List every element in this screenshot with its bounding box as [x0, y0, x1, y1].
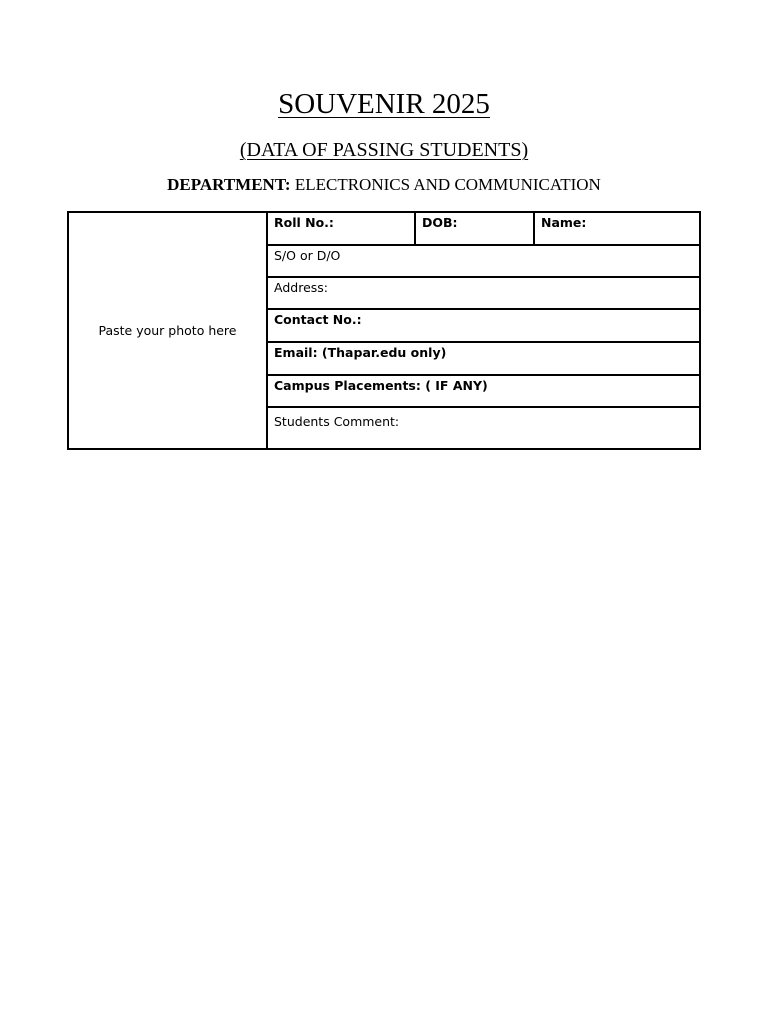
roll-no-label: Roll No.: — [274, 215, 334, 230]
campus-placements-label: Campus Placements: ( IF ANY) — [274, 378, 488, 393]
name-field[interactable] — [533, 213, 699, 244]
photo-box[interactable] — [69, 213, 268, 448]
student-data-form — [67, 211, 701, 450]
students-comment-label: Students Comment: — [274, 414, 400, 429]
address-field[interactable] — [268, 278, 699, 310]
contact-field[interactable] — [268, 310, 699, 343]
page-subtitle — [0, 137, 768, 163]
page-title-text: SOUVENIR 2025 — [278, 88, 490, 120]
roll-no-field[interactable] — [268, 213, 414, 244]
campus-placements-cell — [268, 376, 699, 406]
dob-field[interactable] — [414, 213, 533, 244]
email-cell — [268, 343, 699, 374]
department-value: ELECTRONICS AND COMMUNICATION — [294, 175, 601, 194]
address-cell — [268, 278, 699, 308]
parent-field[interactable] — [268, 246, 699, 278]
name-label: Name: — [541, 215, 587, 230]
photo-placeholder-text: Paste your photo here — [98, 323, 237, 338]
contact-label: Contact No.: — [274, 312, 362, 327]
page-subtitle-text: (DATA OF PASSING STUDENTS) — [239, 139, 529, 161]
email-label: Email: (Thapar.edu only) — [274, 345, 447, 360]
department-label: DEPARTMENT: — [167, 175, 291, 194]
email-field[interactable] — [268, 343, 699, 376]
page-title — [0, 86, 768, 122]
row-roll-dob-name — [268, 213, 699, 246]
dob-label: DOB: — [422, 215, 458, 230]
students-comment-cell — [268, 408, 699, 448]
contact-cell — [268, 310, 699, 341]
department-line — [0, 174, 768, 196]
students-comment-field[interactable] — [268, 408, 699, 448]
campus-placements-field[interactable] — [268, 376, 699, 408]
parent-label: S/O or D/O — [274, 248, 341, 263]
parent-cell — [268, 246, 699, 276]
address-label: Address: — [274, 280, 328, 295]
